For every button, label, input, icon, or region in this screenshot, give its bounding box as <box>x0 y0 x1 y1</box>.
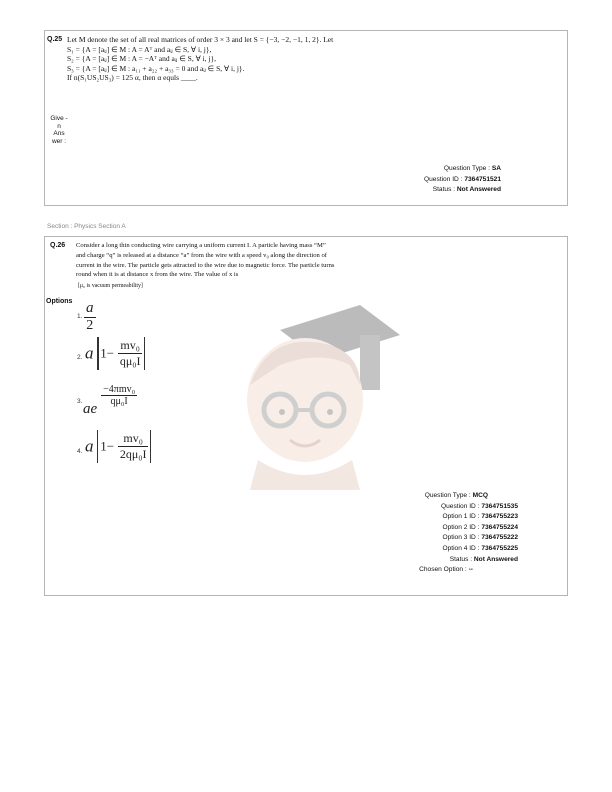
question-26-line-3: current in the wire. The particle gets attracted to the wire due to magnetic force. The particle turns <box>76 261 335 269</box>
section-label: Section : Physics Section A <box>47 223 126 230</box>
option-2-number: 2. <box>77 354 83 361</box>
meta-row: Question Type : SA <box>443 165 501 172</box>
watermark-graduate-icon <box>210 290 410 490</box>
option-2-bracket: 1− $\frac{\text{mv₀}}{\text{qμ₀I}}$ <box>97 337 145 370</box>
question-25-meta <box>424 164 501 196</box>
question-25-line-5: If n(S₁US₂US₃) = 125 α, then α equls ____. <box>67 73 198 82</box>
question-26-number: Q.26 <box>50 242 66 249</box>
meta-row: Chosen Option : -- <box>419 566 473 574</box>
meta-row: Question ID : 7364751535 <box>441 502 518 510</box>
meta-row: Status : Not Answered <box>432 186 501 194</box>
meta-row: Question Type : MCQ <box>424 492 488 499</box>
option-3-formula[interactable]: ae $\frac{\text{−4πmv₀}}{\text{qμ₀I}}$ <box>83 384 136 418</box>
question-25-text <box>67 35 333 83</box>
meta-row: Option 2 ID : 7364755224 <box>442 523 518 531</box>
meta-row: Question ID : 7364751521 <box>424 175 501 183</box>
meta-row: Option 1 ID : 7364755223 <box>442 513 518 521</box>
options-label: Options <box>46 298 73 305</box>
question-25-line-3: S₂ = {A = [aᵢⱼ] ∈ M : A = −Aᵀ and aᵢⱼ ∈ S, ∀ i, j}, <box>67 54 216 63</box>
given-answer-label: Give - n Ans wer : <box>50 115 68 145</box>
option-4-number: 4. <box>77 448 83 455</box>
question-26-line-1: Consider a long thin conducting wire carrying a uniform current I. A particle having mass “M” <box>76 242 326 249</box>
question-25-line-4: S₃ = {A = [aᵢⱼ] ∈ M : a₁₁ + a₂₂ + a₃₃ = 0 and aᵢⱼ ∈ S, ∀ i, j}. <box>67 63 245 73</box>
question-26-note: [μ₀ is vacuum permeability] <box>78 283 143 289</box>
option-4-formula[interactable]: a 1− $\frac{\text{mv₀}}{\text{2qμ₀I}}$ <box>85 430 151 463</box>
question-25-number: Q.25 <box>47 36 63 43</box>
question-25-line-1: Let M denote the set of all real matrices of order 3 × 3 and let S = {−3, −2, −1, 1, 2}. Let <box>67 35 334 44</box>
option-3-number: 3. <box>77 398 83 405</box>
question-26-line-2: and charge “q” is released at a distance “a” from the wire with a speed v₀ along the direction of <box>76 251 327 259</box>
option-1-fraction: $\frac{a}{2}$ <box>86 300 94 333</box>
question-26-text <box>76 241 334 280</box>
option-1-number: 1. <box>77 313 83 320</box>
option-1-formula[interactable] <box>84 300 96 334</box>
question-26-line-4: round when it is at distance x from the wire. The value of x is <box>76 271 239 279</box>
meta-row: Status : Not Answered <box>449 555 518 563</box>
meta-row: Option 4 ID : 7364755225 <box>442 544 518 552</box>
option-4-bracket: 1− $\frac{\text{mv₀}}{\text{2qμ₀I}}$ <box>97 430 151 463</box>
question-26-meta <box>378 491 528 576</box>
question-25-line-2: S₁ = {A = [aᵢⱼ] ∈ M : A = Aᵀ and aᵢⱼ ∈ S, ∀ i, j}, <box>67 44 212 54</box>
meta-row: Option 3 ID : 7364755222 <box>442 534 518 542</box>
option-2-formula[interactable]: a 1− $\frac{\text{mv₀}}{\text{qμ₀I}}$ <box>85 337 145 370</box>
